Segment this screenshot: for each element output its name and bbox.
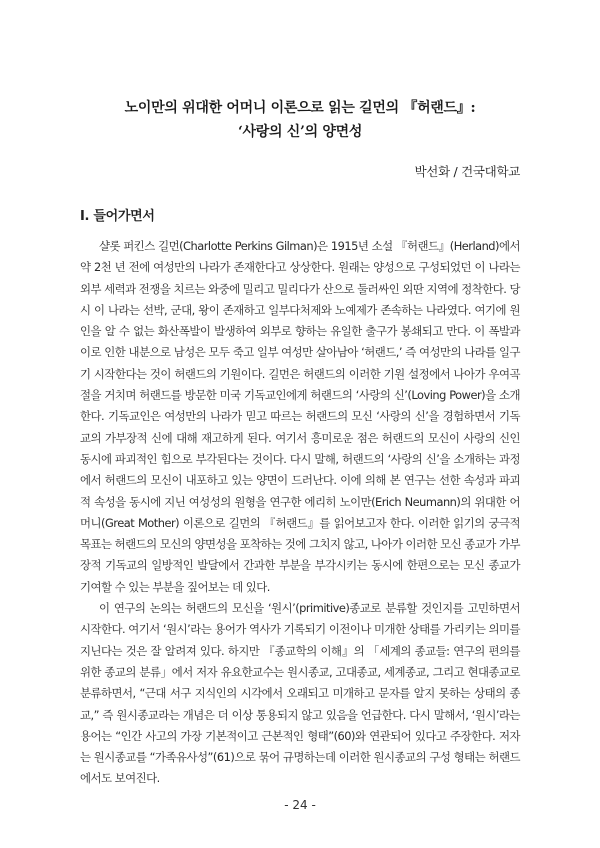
paragraph: 샬롯 퍼킨스 길먼(Charlotte Perkins Gilman)은 1915년 소설 『허랜드』(Herland)에서 약 2천 년 전에 여성만의 나라가 존재한다고 상상한다. 원래는 양성으로 구성되었던 이 나라는 외부 세력과 전쟁을 치르는 와중에 밀리고 밀리다가 산으로 둘러싸인 외딴 지역에 정착한다. 당시 이 나라는 선박, 군대, 왕이 존재하고 일부다처제와 노예제가 존속하는 나라였다. 여기에 원인을 알 수 없는 화산폭발이 발생하여 외부로 향하는 유일한 출구가 봉쇄되고 만다. 이 폭발과 이로 인한 내분으로 남성은 모두 죽고 일부 여성만 살아남아 ‘허랜드,’ 즉 여성만의 나라를 일구기 시작한다는 것이 허랜드의 기원이다. 길먼은 허랜드의 이러한 기원 설정에서 나아가 우여곡절을 거치며 허랜드를 방문한 미국 기독교인에게 허랜드의 ‘사랑의 신’(Loving Power)을 소개한다. 기독교인은 여성만의 나라가 믿고 따르는 허랜드의 모신 ‘사랑의 신’을 경험하면서 기독교의 가부장적 신에 대해 재고하게 된다. 여기서 흥미로운 점은 허랜드의 모신이 사랑의 신인 동시에 파괴적인 힘으로 부각된다는 것이다. 다시 말해, 허랜드의 ‘사랑의 신’을 소개하는 과정에서 허랜드의 모신이 내포하고 있는 양면이 드러난다. 이에 의해 본 연구는 선한 속성과 파괴적 속성을 동시에 지닌 여성성의 원형을 연구한 에리히 노이만(Erich Neumann)의 위대한 어머니(Great Mother) 이론으로 길먼의 『허랜드』를 읽어보고자 한다. 이러한 읽기의 궁극적 목표는 허랜드의 모신의 양면성을 포착하는 것에 그치지 않고, 나아가 이러한 모신 종교가 가부장적 기독교의 일방적인 발달에서 간과한 부분을 부각시키는 동시에 한편으로는 모신 종교가 기여할 수 있는 부분을 짚어보는 데 있다. — [80, 239, 520, 594]
paper-title-line1: 노이만의 위대한 어머니 이론으로 읽는 길먼의 『허랜드』: — [124, 100, 476, 116]
page-number: - 24 - — [284, 798, 316, 812]
paragraph: 이 연구의 논의는 허랜드의 모신을 ‘원시’(primitive)종교로 분류할 것인지를 고민하면서 시작한다. 여기서 ‘원시’라는 용어가 역사가 기록되기 이전이나 미개한 상태를 가리키는 의미를 지닌다는 것은 잘 알려져 있다. 하지만 『종교학의 이해』의 「세계의 종교들: 연구의 편의를 위한 종교의 분류」에서 저자 유요한교수는 원시종교, 고대종교, 세계종교, 그리고 현대종교로 분류하면서, “근대 서구 지식인의 시각에서 오래되고 미개하고 문자를 알지 못하는 상태의 종교,” 즉 원시종교라는 개념은 더 이상 통용되지 않고 있음을 언급한다. 다시 말해서, ‘원시’라는 용어는 “인간 사고의 가장 기본적이고 근본적인 형태”(60)와 연관되어 있다고 주장한다. 저자는 원시종교를 “가족유사성”(61)으로 묶어 규명하는데 이러한 원시종교의 구성 형태는 허랜드에서도 보여진다. — [80, 601, 520, 786]
body-text — [80, 236, 520, 790]
section-heading: Ⅰ. 들어가면서 — [80, 209, 155, 224]
author-affiliation: 박선화 / 건국대학교 — [414, 164, 520, 179]
paper-title-line2: ‘사랑의 신’의 양면성 — [237, 124, 363, 140]
